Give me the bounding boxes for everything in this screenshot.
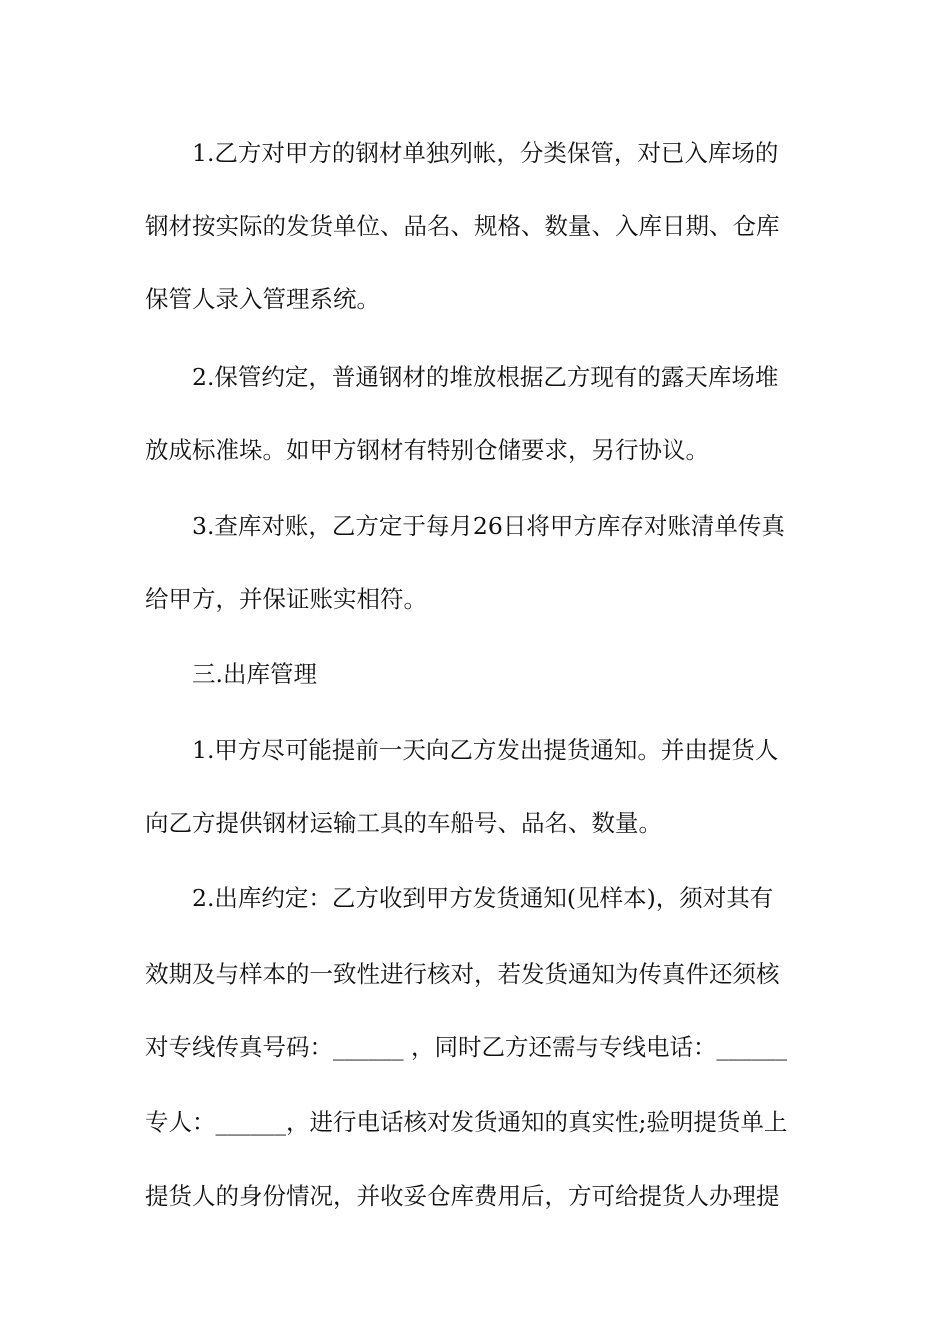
paragraph-line: 1.乙方对甲方的钢材单独列帐，分类保管，对已入库场的 (192, 139, 779, 167)
section-heading: 三.出库管理 (192, 660, 317, 688)
paragraph-line: 效期及与样本的一致性进行核对，若发货通知为传真件还须核 (145, 960, 780, 988)
paragraph-line: 向乙方提供钢材运输工具的车船号、品名、数量。 (145, 809, 662, 837)
paragraph-line: 放成标准垛。如甲方钢材有特别仓储要求，另行协议。 (145, 436, 709, 464)
paragraph-line: 对专线传真号码：______ ，同时乙方还需与专线电话：______ (145, 1033, 787, 1061)
paragraph-line: 给甲方，并保证账实相符。 (145, 585, 427, 613)
paragraph-line: 2.保管约定，普通钢材的堆放根据乙方现有的露天库场堆 (192, 363, 779, 391)
paragraph-line: 保管人录入管理系统。 (145, 285, 380, 313)
paragraph-line: 提货人的身份情况，并收妥仓库费用后，方可给提货人办理提 (145, 1182, 780, 1210)
paragraph-line: 专人：______，进行电话核对发货通知的真实性;验明提货单上 (145, 1108, 788, 1136)
paragraph-line: 1.甲方尽可能提前一天向乙方发出提货通知。并由提货人 (192, 736, 779, 764)
paragraph-line: 钢材按实际的发货单位、品名、规格、数量、入库日期、仓库 (145, 212, 780, 240)
paragraph-line: 2.出库约定：乙方收到甲方发货通知(见样本)，须对其有 (192, 884, 774, 912)
paragraph-line: 3.查库对账，乙方定于每月26日将甲方库存对账清单传真 (192, 512, 785, 540)
